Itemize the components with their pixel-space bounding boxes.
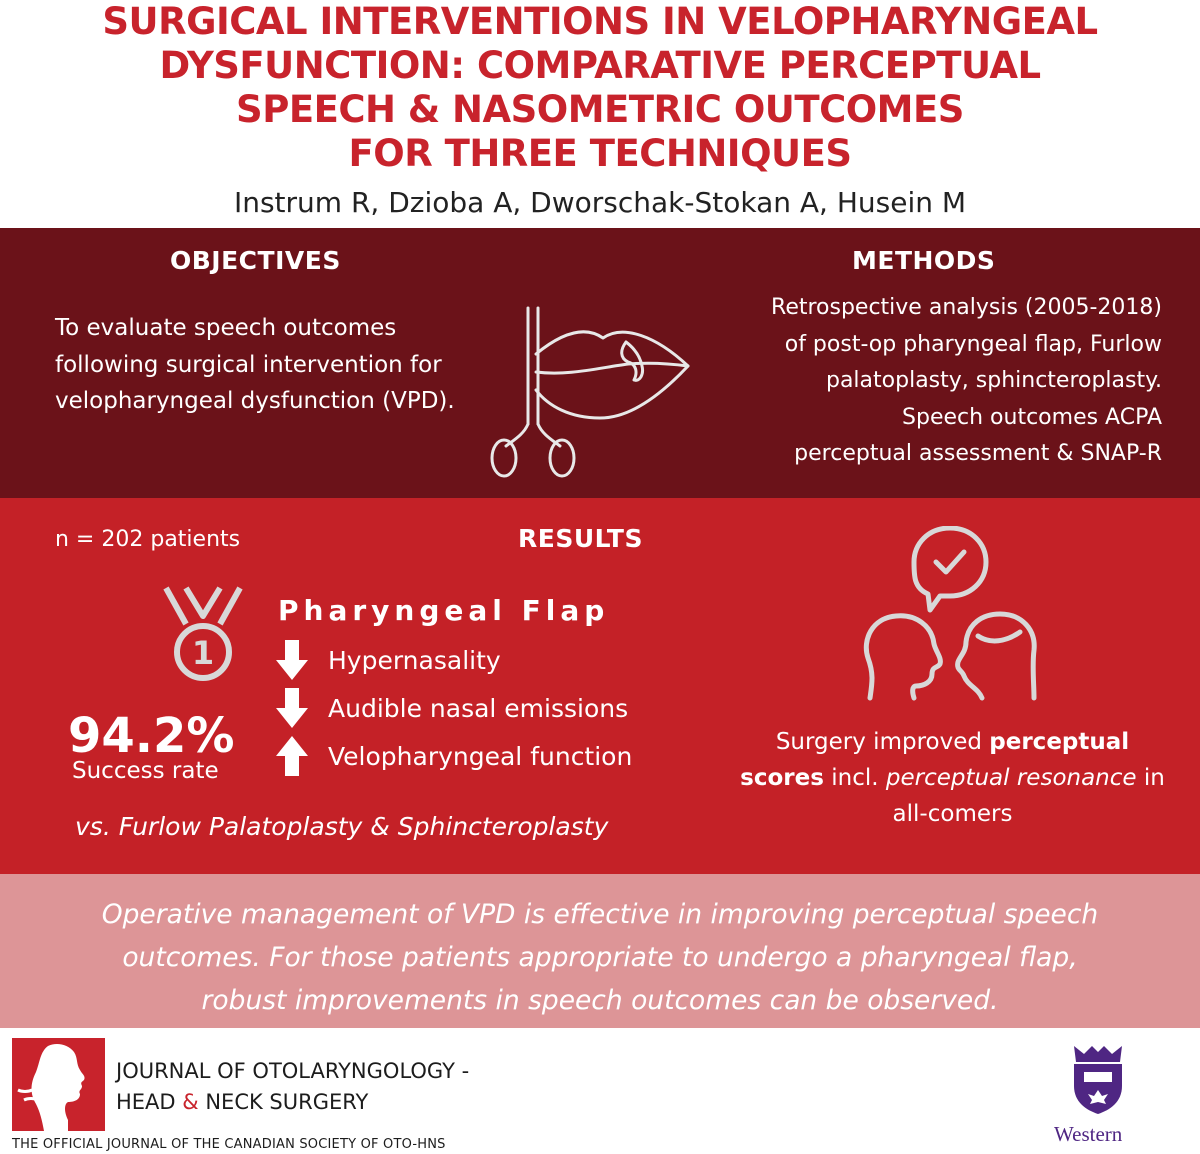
finding-label: Velopharyngeal function — [328, 741, 633, 771]
methods-text — [642, 290, 1162, 473]
header — [0, 0, 1200, 228]
journal-line — [116, 1087, 469, 1118]
footer — [0, 1028, 1200, 1154]
success-rate-value: 94.2% — [68, 708, 235, 764]
methods-line: palatoplasty, sphincteroplasty. — [825, 368, 1162, 393]
western-crest-icon — [1070, 1042, 1126, 1116]
people-conversation-icon — [858, 526, 1038, 702]
finding-label: Hypernasality — [328, 645, 501, 675]
surgery-note-text: incl. — [823, 765, 886, 791]
title-line: SURGICAL INTERVENTIONS IN VELOPHARYNGEAL — [102, 0, 1098, 43]
western-wordmark: Western — [1054, 1122, 1123, 1146]
medal-icon — [158, 584, 248, 684]
title-line: SPEECH & NASOMETRIC OUTCOMES — [236, 88, 964, 131]
comparison-text: vs. Furlow Palatoplasty & Sphincteroplasty — [75, 812, 609, 841]
surgery-note-bold: scores — [740, 765, 824, 791]
page-title — [0, 0, 1200, 176]
ampersand: & — [182, 1090, 199, 1114]
finding-row — [274, 734, 632, 778]
arrow-down-icon — [274, 638, 310, 682]
medal-number: 1 — [191, 634, 215, 672]
surgery-note-text: Surgery improved — [775, 729, 990, 755]
surgery-note — [740, 724, 1165, 832]
methods-line: perceptual assessment & SNAP-R — [794, 441, 1162, 466]
conclusion-line: robust improvements in speech outcomes can be observed. — [201, 985, 999, 1016]
journal-logo — [12, 1038, 105, 1131]
title-line: DYSFUNCTION: COMPARATIVE PERCEPTUAL — [159, 44, 1041, 87]
methods-line: of post-op pharyngeal flap, Furlow — [784, 331, 1162, 357]
conclusion-line: outcomes. For those patients appropriate to undergo a pharyngeal flap, — [122, 942, 1078, 973]
conclusion-line: Operative management of VPD is effective in improving perceptual speech — [101, 899, 1099, 930]
arrow-up-icon — [274, 734, 310, 778]
journal-subtitle: THE OFFICIAL JOURNAL OF THE CANADIAN SOCIETY OF OTO-HNS — [12, 1137, 446, 1152]
journal-name — [116, 1056, 469, 1118]
objectives-methods-section — [0, 228, 1200, 498]
methods-line: Speech outcomes ACPA — [902, 404, 1162, 430]
journal-line-text: NECK SURGERY — [198, 1090, 369, 1114]
surgery-note-bold: perceptual — [989, 729, 1130, 755]
finding-label: Audible nasal emissions — [328, 693, 629, 723]
pharyngeal-flap-title: Pharyngeal Flap — [278, 594, 610, 627]
arrow-down-icon — [274, 686, 310, 730]
journal-line-text: HEAD — [116, 1090, 183, 1114]
results-section — [0, 498, 1200, 874]
journal-line: JOURNAL OF OTOLARYNGOLOGY - — [116, 1059, 470, 1083]
objectives-heading: OBJECTIVES — [170, 246, 341, 275]
conclusion-section — [0, 874, 1200, 1028]
surgery-note-italic: perceptual resonance — [885, 765, 1137, 791]
finding-row — [274, 686, 628, 730]
patient-count: n = 202 patients — [55, 527, 241, 552]
objectives-text: To evaluate speech outcomes following surgical intervention for velopharyngeal dysfunction (VPD). — [55, 315, 455, 414]
surgery-note-text: in all-comers — [892, 765, 1165, 827]
methods-line: Retrospective analysis (2005-2018) — [771, 295, 1162, 320]
authors: Instrum R, Dzioba A, Dworschak-Stokan A, Husein M — [233, 186, 967, 219]
results-heading: RESULTS — [518, 524, 643, 553]
methods-heading: METHODS — [852, 246, 996, 275]
conclusion-text — [20, 893, 1180, 1022]
success-rate-label: Success rate — [72, 758, 219, 784]
finding-row — [274, 638, 501, 682]
title-line: FOR THREE TECHNIQUES — [348, 132, 852, 175]
